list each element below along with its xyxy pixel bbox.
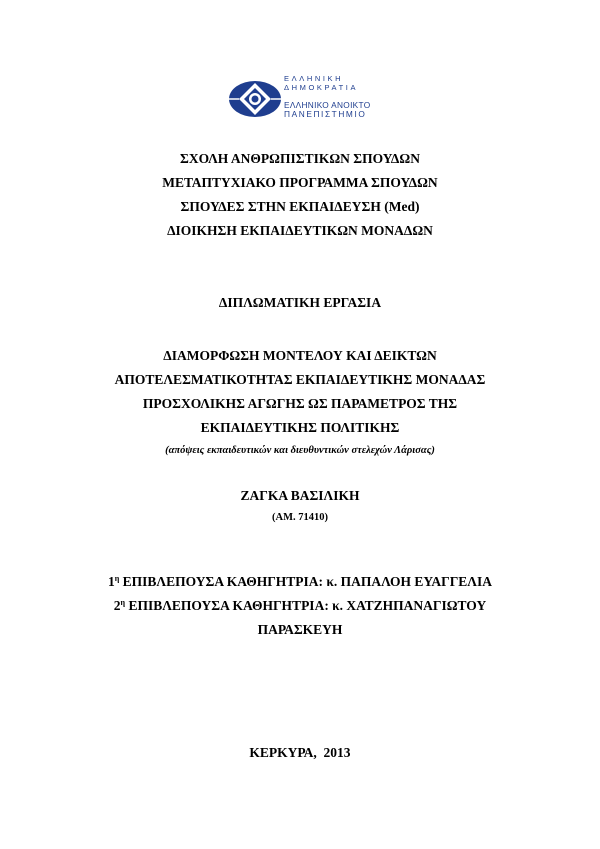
logo-line-2: ΔΗΜΟΚΡΑΤΙΑ — [284, 83, 359, 92]
title-block — [0, 344, 600, 460]
title-line-2: ΑΠΟΤΕΛΕΣΜΑΤΙΚΟΤΗΤΑΣ ΕΚΠΑΙΔΕΥΤΙΚΗΣ ΜΟΝΑΔΑΣ — [114, 372, 486, 387]
author-name: ΖΑΓΚΑ ΒΑΣΙΛΙΚΗ — [240, 488, 360, 503]
supervisor-1-number: 1 — [108, 574, 115, 589]
supervisor-2-number: 2 — [113, 598, 121, 613]
supervisor-2 — [0, 594, 600, 618]
logo-line-1: ΕΛΛΗΝΙΚΗ — [284, 74, 344, 83]
doc-type-block — [0, 291, 600, 315]
eap-emblem-icon — [227, 78, 283, 120]
supervisor-2-ordinal: η — [120, 598, 126, 607]
place-date: ΚΕΡΚΥΡΑ, 2013 — [249, 745, 351, 760]
supervisor-1 — [0, 570, 600, 594]
logo-line-3: ΕΛΛΗΝΙΚΟ ΑΝΟΙΚΤΟ — [284, 100, 371, 110]
supervisors-block — [0, 570, 600, 642]
title-subtitle: (απόψεις εκπαιδευτικών και διευθυντικών στελεχών Λάρισας) — [165, 445, 435, 456]
university-logo — [227, 74, 377, 122]
logo-text-bottom — [284, 101, 370, 119]
logo-text-top — [284, 74, 358, 92]
doc-type: ΔΙΠΛΩΜΑΤΙΚΗ ΕΡΓΑΣΙΑ — [218, 295, 382, 310]
studies-name: ΣΠΟΥΔΕΣ ΣΤΗΝ ΕΚΠΑΙΔΕΥΣΗ (Med) — [180, 199, 420, 214]
footer-block — [0, 741, 600, 765]
title-line-1: ΔΙΑΜΟΡΦΩΣΗ ΜΟΝΤΕΛΟΥ ΚΑΙ ΔΕΙΚΤΩΝ — [163, 348, 437, 363]
supervisor-2-text: ΕΠΙΒΛΕΠΟΥΣΑ ΚΑΘΗΓΗΤΡΙΑ: κ. ΧΑΤΖΗΠΑΝΑΓΙΩΤΟΥ — [125, 598, 487, 613]
title-line-3: ΠΡΟΣΧΟΛΙΚΗΣ ΑΓΩΓΗΣ ΩΣ ΠΑΡΑΜΕΤΡΟΣ ΤΗΣ — [142, 396, 458, 411]
school-block — [0, 147, 600, 243]
school-name: ΣΧΟΛΗ ΑΝΘΡΩΠΙΣΤΙΚΩΝ ΣΠΟΥΔΩΝ — [180, 151, 420, 166]
logo-line-4: ΠΑΝΕΠΙΣΤΗΜΙΟ — [284, 109, 367, 119]
author-registration: (ΑΜ. 71410) — [272, 512, 328, 523]
specialization-name: ΔΙΟΙΚΗΣΗ ΕΚΠΑΙΔΕΥΤΙΚΩΝ ΜΟΝΑΔΩΝ — [167, 223, 433, 238]
supervisor-1-text: ΕΠΙΒΛΕΠΟΥΣΑ ΚΑΘΗΓΗΤΡΙΑ: κ. ΠΑΠΑΛΟΗ ΕΥΑΓΓΕΛΙΑ — [119, 574, 492, 589]
title-line-4: ΕΚΠΑΙΔΕΥΤΙΚΗΣ ΠΟΛΙΤΙΚΗΣ — [200, 420, 400, 435]
program-name: ΜΕΤΑΠΤΥΧΙΑΚΟ ΠΡΟΓΡΑΜΜΑ ΣΠΟΥΔΩΝ — [162, 175, 438, 190]
supervisor-1-ordinal: η — [114, 574, 120, 583]
author-block — [0, 484, 600, 527]
supervisor-2-continuation: ΠΑΡΑΣΚΕΥΗ — [257, 622, 343, 637]
